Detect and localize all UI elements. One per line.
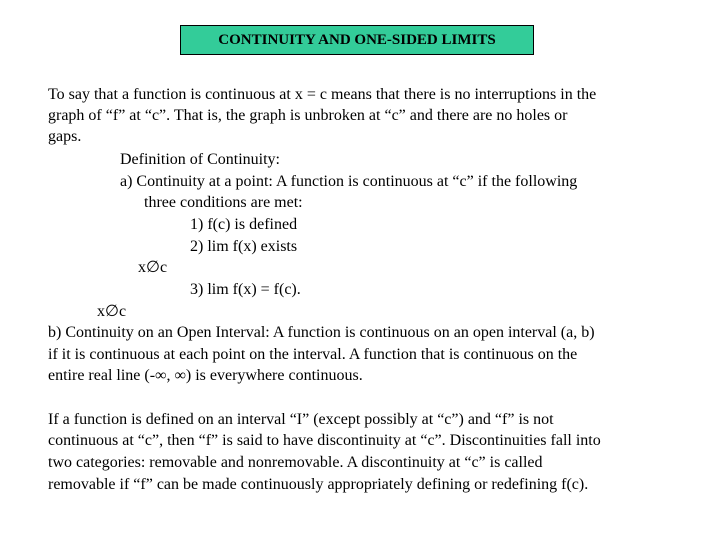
intro-line-1: To say that a function is continuous at x = c means that there is no interruptions in the — [48, 86, 597, 103]
condition-2-subscript: x∅c — [138, 259, 168, 276]
discontinuity-line-3: two categories: removable and nonremovable. A discontinuity at “c” is called — [48, 454, 543, 471]
intro-line-3: gaps. — [48, 128, 82, 145]
part-a-line-2: three conditions are met: — [144, 194, 303, 211]
discontinuity-line-2: continuous at “c”, then “f” is said to have discontinuity at “c”. Discontinuities fall into — [48, 432, 601, 449]
condition-2: 2) lim f(x) exists — [190, 238, 298, 255]
part-b-line-3: entire real line (-∞, ∞) is everywhere continuous. — [48, 367, 363, 384]
condition-3: 3) lim f(x) = f(c). — [190, 281, 301, 298]
part-b-line-2: if it is continuous at each point on the interval. A function that is continuous on the — [48, 346, 578, 363]
part-b-line-1: b) Continuity on an Open Interval: A function is continuous on an open interval (a, b) — [48, 324, 595, 341]
definition-heading: Definition of Continuity: — [120, 151, 280, 168]
intro-line-2: graph of “f” at “c”. That is, the graph is unbroken at “c” and there are no holes or — [48, 107, 568, 124]
discontinuity-line-4: removable if “f” can be made continuously appropriately defining or redefining f(c). — [48, 476, 589, 493]
page-title: CONTINUITY AND ONE-SIDED LIMITS — [218, 31, 496, 48]
condition-1: 1) f(c) is defined — [190, 216, 298, 233]
discontinuity-line-1: If a function is defined on an interval “I” (except possibly at “c”) and “f” is not — [48, 411, 554, 428]
condition-3-subscript: x∅c — [97, 303, 127, 320]
title-box — [180, 25, 534, 55]
part-a-line-1: a) Continuity at a point: A function is continuous at “c” if the following — [120, 173, 578, 190]
